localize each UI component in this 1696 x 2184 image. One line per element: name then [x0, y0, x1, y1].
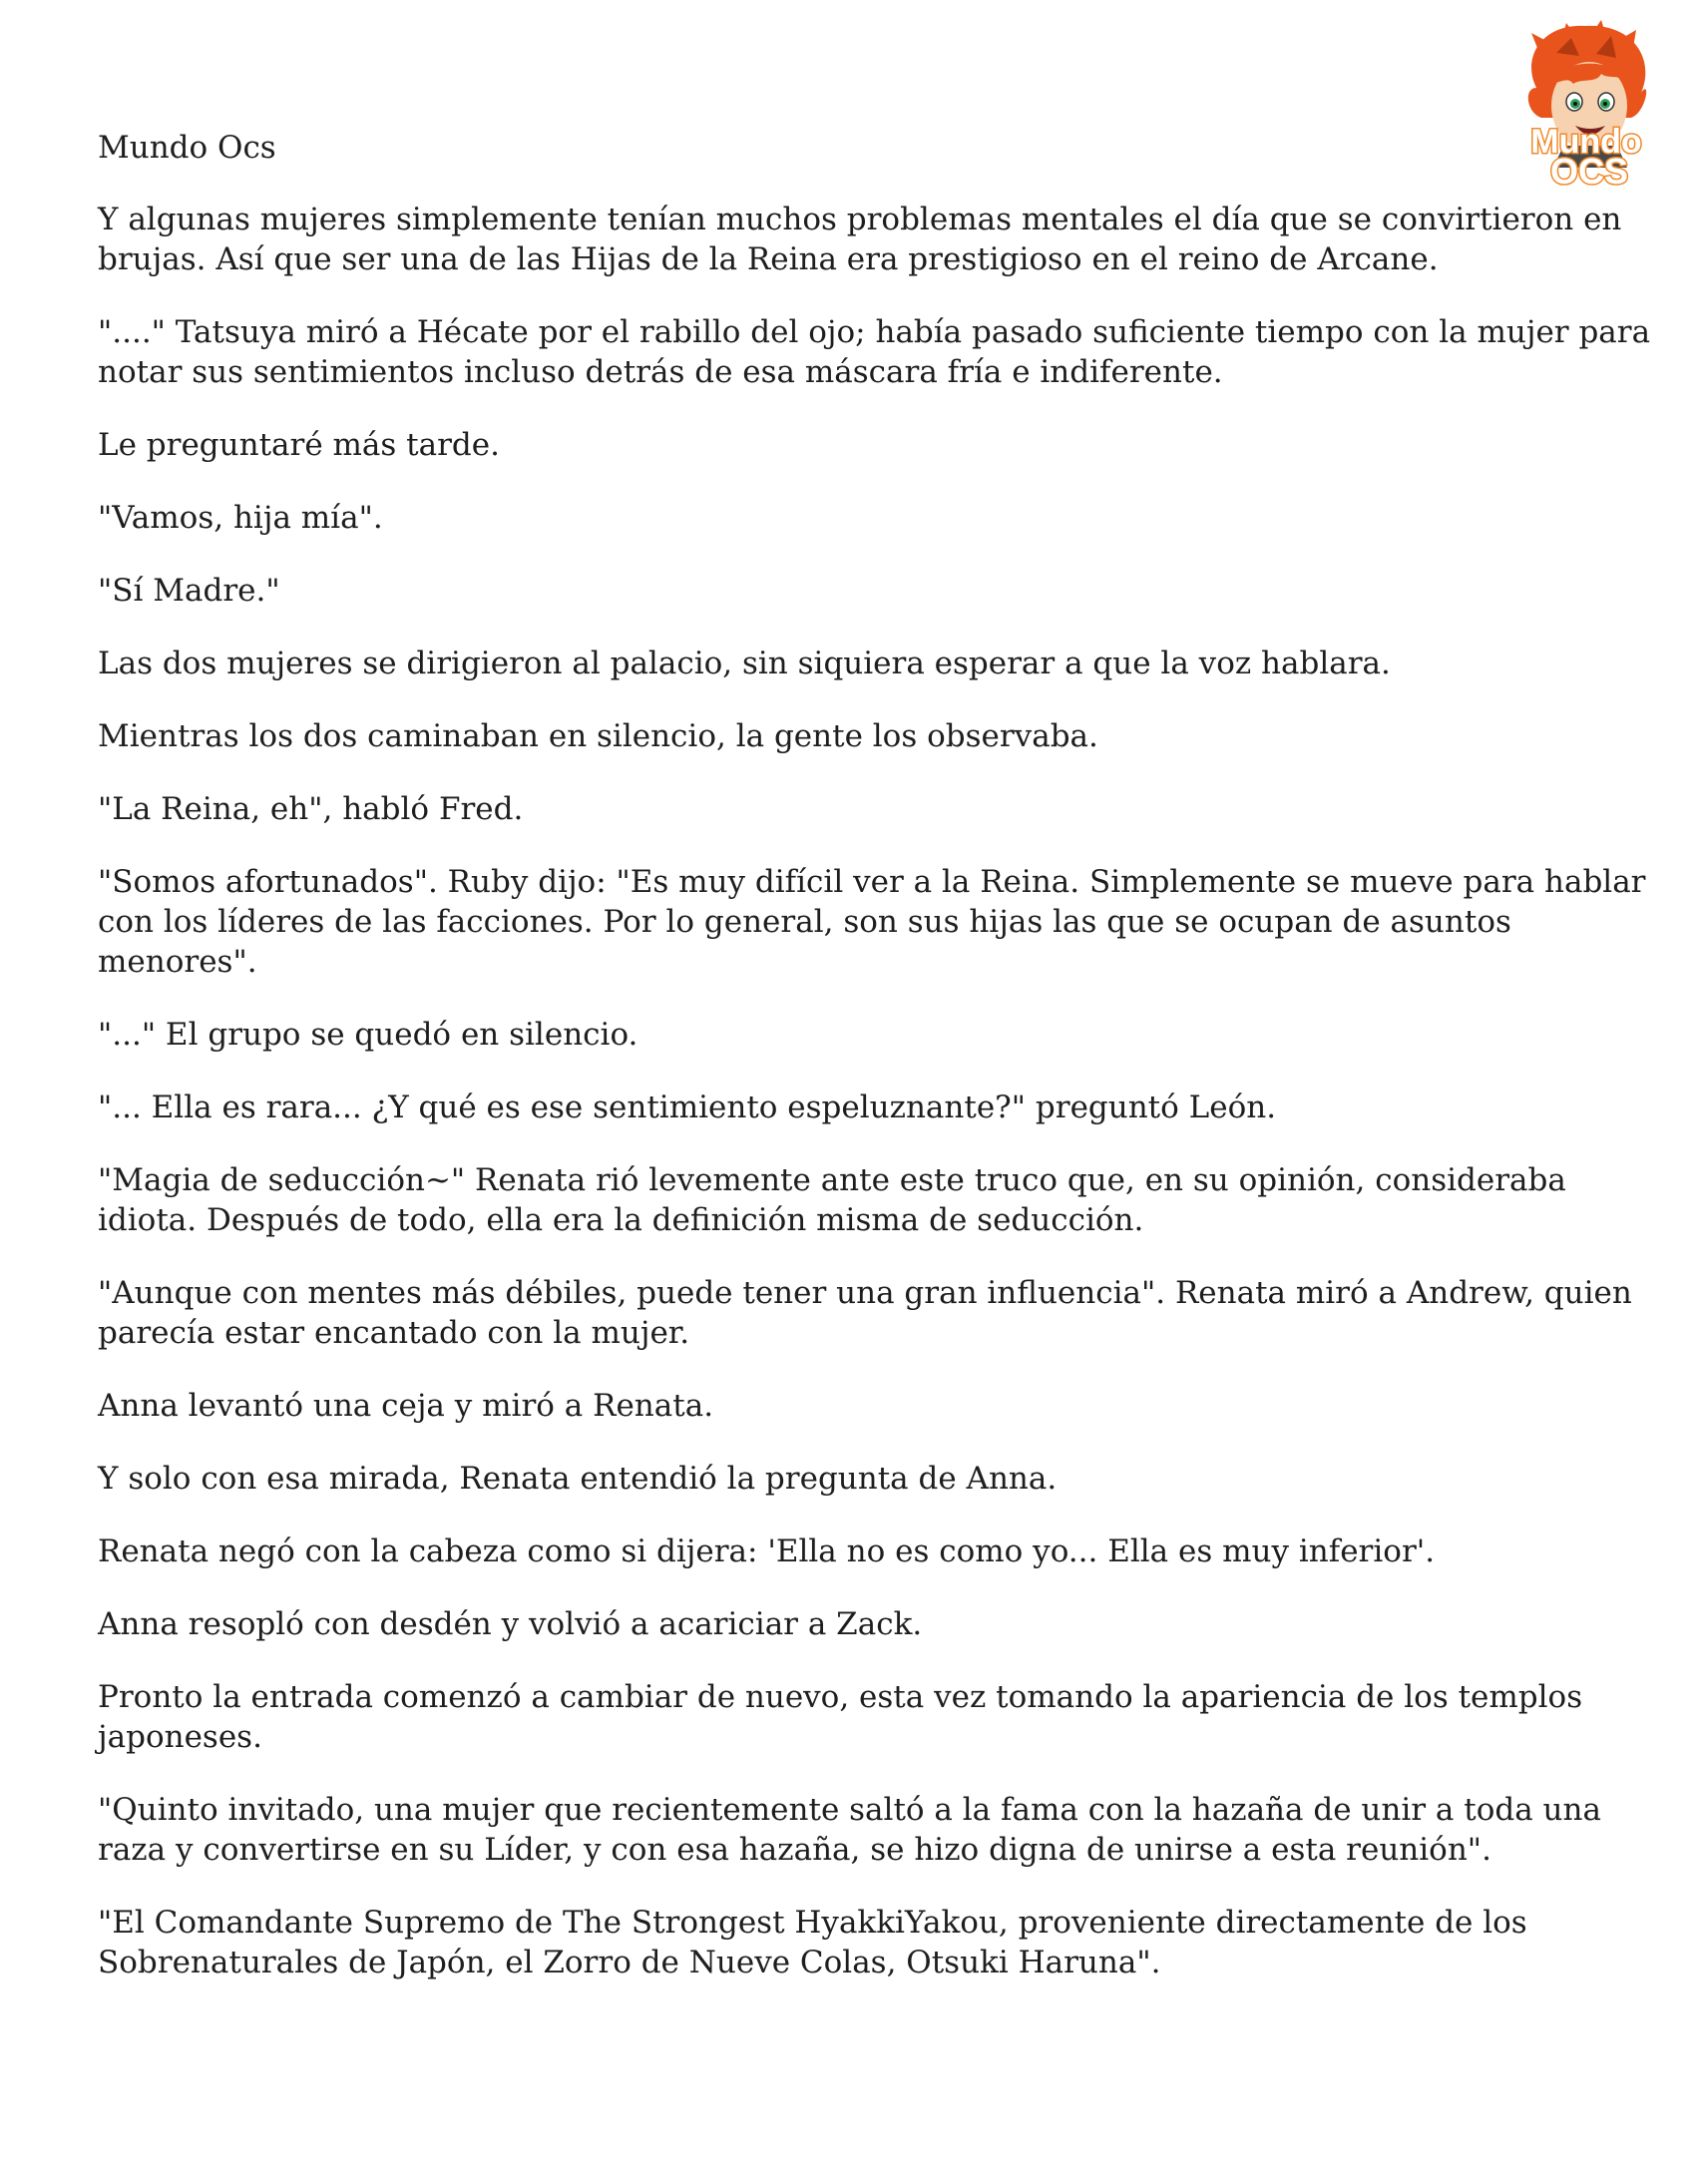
paragraph: Le preguntaré más tarde. — [98, 427, 500, 463]
paragraph: "..." El grupo se quedó en silencio. — [98, 1017, 638, 1053]
paragraph: Mientras los dos caminaban en silencio, la gente los observaba. — [98, 718, 1098, 754]
paragraph: "La Reina, eh", habló Fred. — [98, 791, 524, 827]
paragraph: Anna levantó una ceja y miró a Renata. — [98, 1388, 714, 1424]
paragraph: "... Ella es rara... ¿Y qué es ese sentimiento espeluznante?" preguntó León. — [98, 1090, 1277, 1125]
paragraph: Renata negó con la cabeza como si dijera: 'Ella no es como yo... Ella es muy inferior'. — [98, 1533, 1436, 1569]
paragraph: Y solo con esa mirada, Renata entendió la pregunta de Anna. — [98, 1461, 1058, 1497]
paragraph: Pronto la entrada comenzó a cambiar de nuevo, esta vez tomando la apariencia de los templos japoneses. — [98, 1679, 1583, 1755]
paragraph: "...." Tatsuya miró a Hécate por el rabillo del ojo; había pasado suficiente tiempo con la mujer para notar sus sentimientos incluso detrás de esa máscara fría e indiferente. — [98, 314, 1651, 390]
document-body — [98, 128, 1654, 2015]
paragraph: "Sí Madre." — [98, 573, 280, 609]
paragraph-list — [98, 200, 1654, 1982]
paragraph: "El Comandante Supremo de The Strongest HyakkiYakou, proveniente directamente de los Sobrenaturales de Japón, el Zorro de Nueve Colas, Otsuki Haruna". — [98, 1905, 1527, 1980]
paragraph: Las dos mujeres se dirigieron al palacio, sin siquiera esperar a que la voz hablara. — [98, 646, 1391, 681]
paragraph: "Vamos, hija mía". — [98, 500, 383, 536]
paragraph: "Somos afortunados". Ruby dijo: "Es muy difícil ver a la Reina. Simplemente se mueve para hablar con los líderes de las facciones. Por lo general, son sus hijas las que se ocupan de asuntos menores". — [98, 864, 1646, 980]
paragraph: "Magia de seducción~" Renata rió levemente ante este truco que, en su opinión, consideraba idiota. Después de todo, ella era la definición misma de seducción. — [98, 1162, 1566, 1238]
paragraph: Y algunas mujeres simplemente tenían muchos problemas mentales el día que se convirtieron en brujas. Así que ser una de las Hijas de la Reina era prestigioso en el reino de Arcane. — [98, 202, 1622, 277]
paragraph: "Aunque con mentes más débiles, puede tener una gran influencia". Renata miró a Andrew, quien parecía estar encantado con la mujer. — [98, 1275, 1632, 1351]
paragraph: "Quinto invitado, una mujer que recientemente saltó a la fama con la hazaña de unir a toda una raza y convertirse en su Líder, y con esa hazaña, se hizo digna de unirse a esta reunión". — [98, 1792, 1601, 1868]
paragraph: Anna resopló con desdén y volvió a acariciar a Zack. — [98, 1606, 923, 1642]
logo-text-line1: Mundo — [1530, 123, 1642, 161]
logo-text-line2: OCS — [1549, 151, 1629, 190]
document-header: Mundo Ocs — [98, 130, 276, 166]
